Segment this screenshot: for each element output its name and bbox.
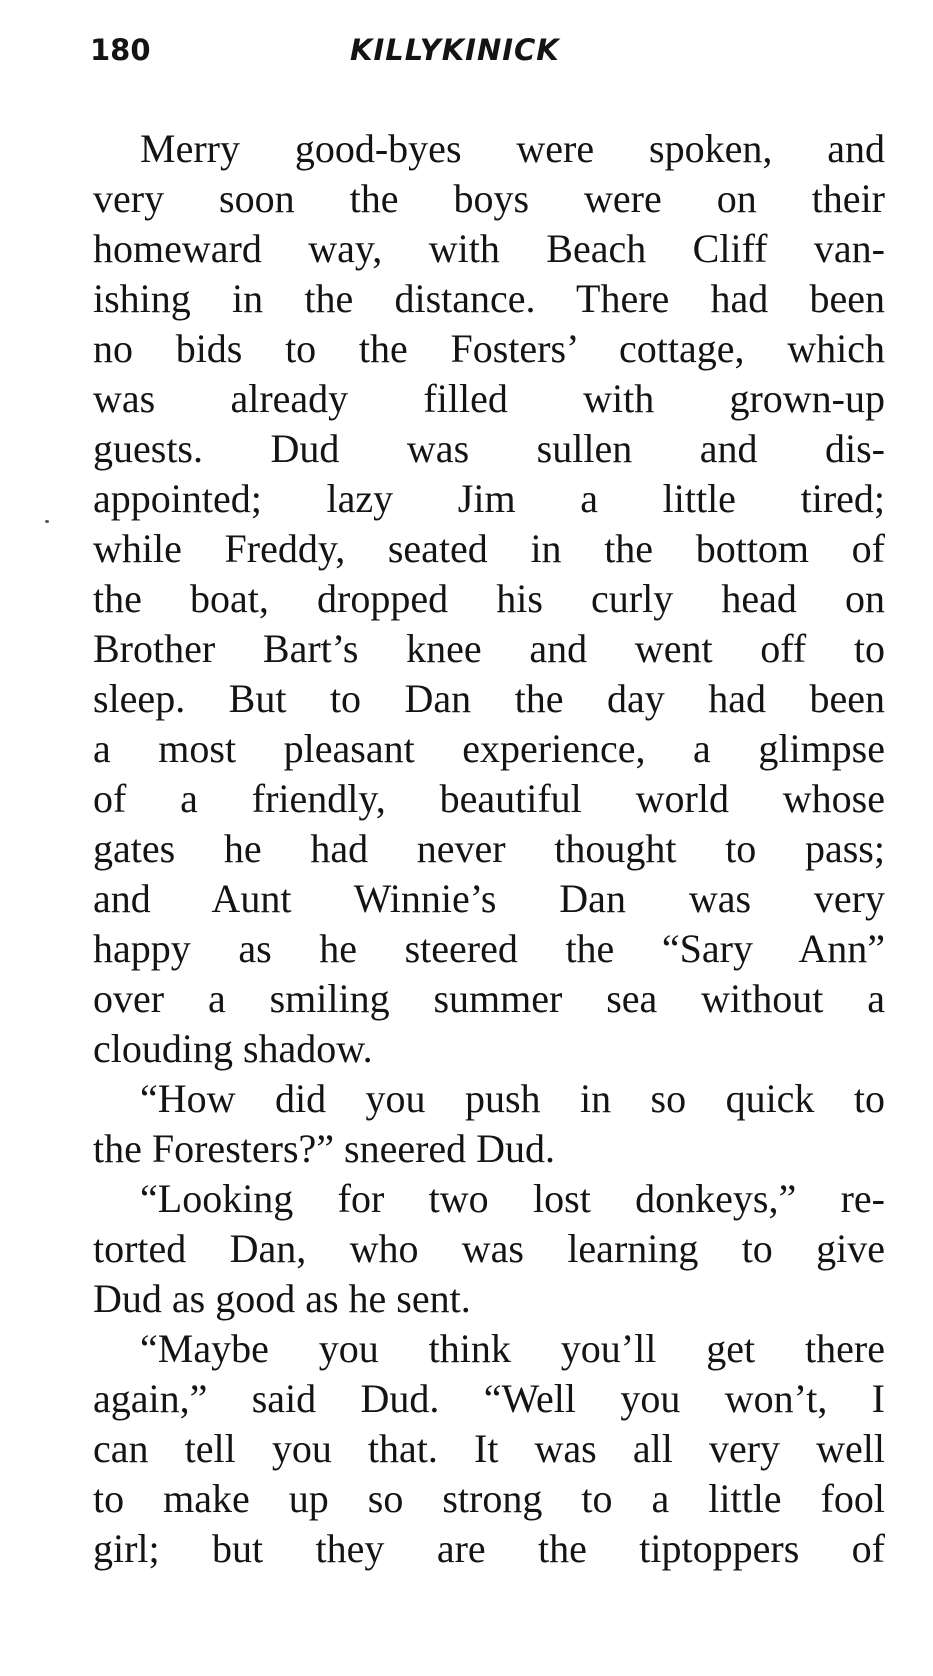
- text-line: appointed; lazy Jim a little tired;: [93, 476, 885, 521]
- text-line: and Aunt Winnie’s Dan was very: [93, 876, 885, 921]
- text-line: the boat, dropped his curly head on: [93, 576, 885, 621]
- body-text: [93, 124, 885, 1574]
- text-line: “How did you push in so quick to: [140, 1076, 885, 1121]
- text-line: a most pleasant experience, a glimpse: [93, 726, 885, 771]
- text-line: was already filled with grown-up: [93, 376, 885, 421]
- text-line: “Looking for two lost donkeys,” re-: [140, 1176, 885, 1221]
- text-line: to make up so strong to a little fool: [93, 1476, 885, 1521]
- text-line: Merry good-byes were spoken, and: [140, 126, 885, 171]
- text-line: very soon the boys were on their: [93, 176, 885, 221]
- text-line: over a smiling summer sea without a: [93, 976, 885, 1021]
- page-header: [90, 28, 890, 72]
- text-line: clouding shadow.: [93, 1026, 373, 1071]
- text-line: while Freddy, seated in the bottom of: [93, 526, 885, 571]
- paragraph: [93, 1074, 885, 1174]
- paragraph: [93, 1324, 885, 1574]
- text-line: sleep. But to Dan the day had been: [93, 676, 885, 721]
- paragraph: [93, 124, 885, 1074]
- text-line: ishing in the distance. There had been: [93, 276, 885, 321]
- text-line: Dud as good as he sent.: [93, 1276, 471, 1321]
- text-line: “Maybe you think you’ll get there: [140, 1326, 885, 1371]
- text-line: torted Dan, who was learning to give: [93, 1226, 885, 1271]
- text-line: happy as he steered the “Sary Ann”: [93, 926, 885, 971]
- print-speck: [45, 520, 49, 523]
- running-head: KILLYKINICK: [350, 33, 560, 67]
- paragraph: [93, 1174, 885, 1324]
- text-line: of a friendly, beautiful world whose: [93, 776, 885, 821]
- text-line: the Foresters?” sneered Dud.: [93, 1126, 556, 1171]
- page-number: 180: [90, 33, 151, 67]
- text-line: homeward way, with Beach Cliff van-: [93, 226, 885, 271]
- text-line: guests. Dud was sullen and dis-: [93, 426, 885, 471]
- text-line: Brother Bart’s knee and went off to: [93, 626, 885, 671]
- text-line: again,” said Dud. “Well you won’t, I: [93, 1376, 885, 1421]
- text-line: can tell you that. It was all very well: [93, 1426, 885, 1471]
- text-line: girl; but they are the tiptoppers of: [93, 1526, 885, 1571]
- text-line: gates he had never thought to pass;: [93, 826, 885, 871]
- text-line: no bids to the Fosters’ cottage, which: [93, 326, 885, 371]
